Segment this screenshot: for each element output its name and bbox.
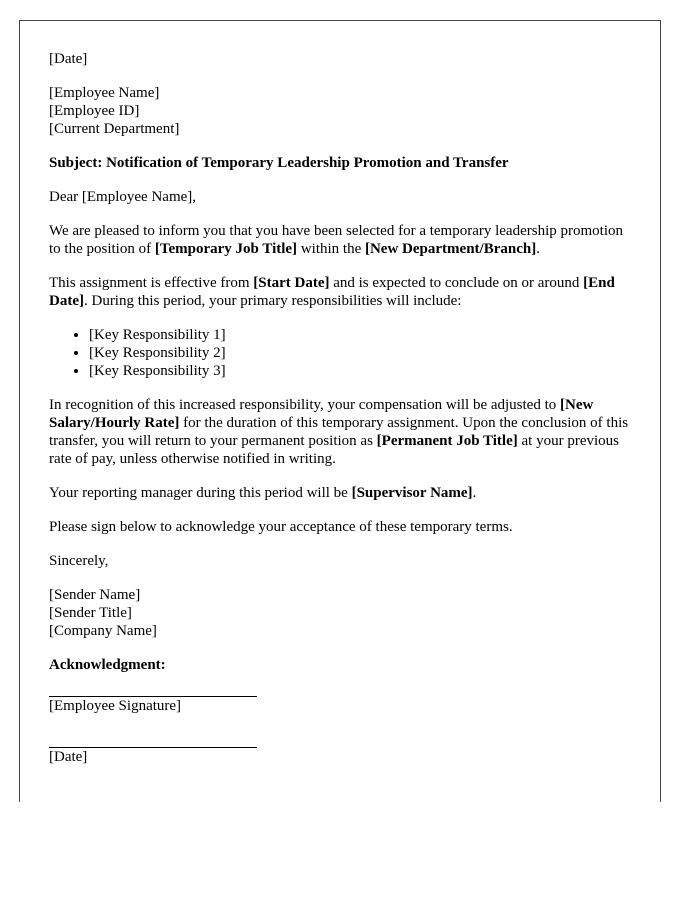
assignment-text-2: and is expected to conclude on or around [329,275,584,291]
manager-text-1: Your reporting manager during this period will be [49,485,352,501]
manager-text-2: . [472,485,477,501]
paragraph-sign-request: Please sign below to acknowledge your acceptance of these temporary terms. [49,519,513,535]
paragraph-promotion [49,222,632,258]
promotion-text-3: . [536,241,540,257]
subject-line: Subject: Notification of Temporary Leadership Promotion and Transfer [49,155,509,171]
paragraph-assignment [49,274,632,310]
recipient-block [49,84,632,138]
assignment-text-3: . During this period, your primary responsibilities will include: [83,293,462,309]
promotion-text-1: We are pleased to inform you that you have been selected for a temporary leadership promotion to the position of [49,223,623,257]
promotion-text-2: within the [297,241,365,257]
signature-date-label: [Date] [49,749,88,765]
employee-name: [Employee Name] [49,85,160,101]
paragraph-compensation [49,396,632,468]
sender-name: [Sender Name] [49,587,141,603]
company-name: [Company Name] [49,623,157,639]
new-salary-rate: [New Salary/Hourly Rate] [49,397,594,431]
assignment-text-1: This assignment is effective from [49,275,254,291]
compensation-text-2: for the duration of this temporary assignment. Upon the conclusion of this transfer, you will return to your permanent position as [49,415,629,449]
permanent-job-title: [Permanent Job Title] [376,433,518,449]
letter-date: [Date] [49,51,88,67]
current-department: [Current Department] [49,121,180,137]
sender-title: [Sender Title] [49,605,132,621]
acknowledgment-heading: Acknowledgment: [49,657,166,673]
closing: Sincerely, [49,553,109,569]
compensation-text-3: at your previous rate of pay, unless otherwise notified in writing. [49,433,619,467]
employee-id: [Employee ID] [49,103,140,119]
compensation-text-1: In recognition of this increased responsibility, your compensation will be adjusted to [49,397,561,413]
start-date: [Start Date] [253,275,330,291]
list-item: • [Key Responsibility 3] [89,362,632,380]
end-date: [End Date] [49,275,615,309]
supervisor-name: [Supervisor Name] [351,485,473,501]
employee-signature-label: [Employee Signature] [49,698,182,714]
letter-page [19,20,661,802]
list-item: • [Key Responsibility 1] [89,326,632,344]
paragraph-manager [49,484,632,502]
responsibility-list [49,326,632,380]
temporary-job-title: [Temporary Job Title] [154,241,298,257]
sender-block [49,586,632,640]
new-department-branch: [New Department/Branch] [364,241,537,257]
list-item: • [Key Responsibility 2] [89,344,632,362]
salutation: Dear [Employee Name], [49,189,197,205]
